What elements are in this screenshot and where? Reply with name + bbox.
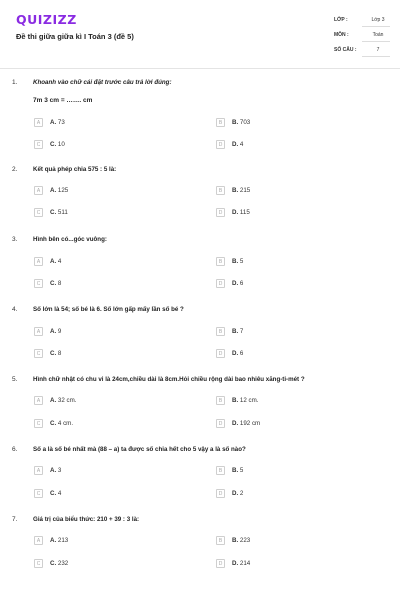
option-c-box[interactable]: C [34,208,43,217]
option-text: 7 [239,328,244,335]
option-a [50,119,65,126]
option-c [50,141,65,148]
option-c-box[interactable]: C [34,349,43,358]
option-b [232,119,250,126]
option-a-box[interactable]: A [34,186,43,195]
option-letter: B. [232,119,239,126]
option-d [232,280,243,287]
option-b [232,187,250,194]
question-text: Hình bên có...góc vuông: [33,236,107,243]
question-number: 5. [12,376,18,383]
option-b-box[interactable]: B [216,118,225,127]
option-text: 215 [239,187,251,194]
option-d [232,560,250,567]
option-b [232,537,250,544]
option-c [50,209,68,216]
option-text: 5 [239,467,244,474]
option-text: 125 [57,187,69,194]
question-subtext: 7m 3 cm = ……. cm [33,97,93,104]
option-letter: D. [232,280,239,287]
option-a-box[interactable]: A [34,118,43,127]
option-b [232,397,259,404]
class-value: Lớp 3 [371,17,385,23]
question-number: 4. [12,306,18,313]
option-d-box[interactable]: D [216,419,225,428]
question-text: Kết quả phép chia 575 : 5 là: [33,166,117,173]
question-text: Số lớn là 54; số bé là 6. Số lớn gấp mấy lần số bé ? [33,306,184,313]
question-count-value: 7 [376,47,380,53]
option-d [232,209,250,216]
option-a-box[interactable]: A [34,396,43,405]
question-number: 6. [12,446,18,453]
option-d [232,490,243,497]
option-text: 4 cm. [57,420,74,427]
option-text: 4 [239,141,244,148]
option-b-box[interactable]: B [216,396,225,405]
option-c-box[interactable]: C [34,489,43,498]
option-letter: B. [232,467,239,474]
option-c [50,490,61,497]
option-letter: C. [50,350,57,357]
option-letter: D. [232,560,239,567]
option-c [50,420,73,427]
option-letter: C. [50,280,57,287]
option-text: 9 [57,328,62,335]
option-letter: A. [50,328,57,335]
option-letter: A. [50,537,57,544]
option-letter: A. [50,397,57,404]
option-c-box[interactable]: C [34,140,43,149]
option-letter: D. [232,350,239,357]
question-number: 7. [12,516,18,523]
option-b-box[interactable]: B [216,466,225,475]
option-letter: A. [50,187,57,194]
subject-label: MÔN : [334,32,349,38]
option-text: 223 [239,537,251,544]
option-text: 2 [239,490,244,497]
option-letter: C. [50,209,57,216]
option-d-box[interactable]: D [216,208,225,217]
header-divider [0,68,400,69]
question-text: Số a là số bé nhất mà (88 – a) ta được số chia hết cho 5 vậy a là số nào? [33,446,246,453]
subject-value: Toán [372,32,384,38]
option-a [50,537,68,544]
option-text: 10 [57,141,65,148]
option-c [50,560,68,567]
question-count-underline [362,56,390,57]
option-letter: A. [50,119,57,126]
class-underline [362,26,390,27]
option-b [232,328,243,335]
option-d-box[interactable]: D [216,140,225,149]
option-letter: A. [50,258,57,265]
option-text: 232 [57,560,69,567]
option-letter: B. [232,537,239,544]
option-text: 6 [239,280,244,287]
option-text: 115 [239,209,250,216]
option-text: 32 cm. [57,397,77,404]
option-text: 703 [239,119,251,126]
option-text: 73 [57,119,65,126]
option-b-box[interactable]: B [216,257,225,266]
option-b-box[interactable]: B [216,327,225,336]
option-b [232,467,243,474]
worksheet-title: Đề thi giữa giữa kì I Toán 3 (đề 5) [16,32,134,41]
option-letter: D. [232,490,239,497]
option-c-box[interactable]: C [34,279,43,288]
option-letter: C. [50,420,57,427]
option-text: 6 [239,350,244,357]
option-text: 4 [57,490,62,497]
option-letter: A. [50,467,57,474]
option-text: 4 [57,258,62,265]
option-d [232,141,243,148]
option-text: 213 [57,537,69,544]
question-count-label: SỐ CÂU : [334,47,357,53]
option-a [50,258,61,265]
option-c [50,350,61,357]
option-letter: C. [50,560,57,567]
question-text: Hình chữ nhật có chu vi là 24cm,chiều dài là 8cm.Hỏi chiều rộng dài bao nhiêu xăng-ti-mét ? [33,376,305,383]
option-c-box[interactable]: C [34,559,43,568]
question-number: 2. [12,166,18,173]
option-letter: D. [232,141,239,148]
option-text: 511 [57,209,68,216]
quizizz-logo: QUIZIZZ [16,12,77,27]
question-number: 1. [12,79,18,86]
option-text: 8 [57,280,62,287]
option-a-box[interactable]: A [34,257,43,266]
option-letter: D. [232,209,239,216]
subject-underline [362,41,390,42]
option-a [50,328,61,335]
question-text: Giá trị của biểu thức: 210 + 39 : 3 là: [33,516,140,523]
question-text: Khoanh vào chữ cái đặt trước câu trả lời đúng: [33,79,172,86]
option-text: 12 cm. [239,397,259,404]
option-d-box[interactable]: D [216,559,225,568]
option-c [50,280,61,287]
option-a [50,187,68,194]
option-b [232,258,243,265]
class-label: LỚP : [334,17,348,23]
option-text: 214 [239,560,251,567]
option-letter: C. [50,490,57,497]
option-text: 3 [57,467,62,474]
option-a-box[interactable]: A [34,327,43,336]
option-a-box[interactable]: A [34,536,43,545]
option-letter: C. [50,141,57,148]
option-letter: B. [232,328,239,335]
option-b-box[interactable]: B [216,536,225,545]
option-d [232,350,243,357]
question-number: 3. [12,236,18,243]
option-d-box[interactable]: D [216,489,225,498]
option-b-box[interactable]: B [216,186,225,195]
option-a-box[interactable]: A [34,466,43,475]
option-letter: B. [232,397,239,404]
option-letter: D. [232,420,239,427]
option-text: 192 cm [239,420,261,427]
option-c-box[interactable]: C [34,419,43,428]
option-d [232,420,260,427]
option-text: 8 [57,350,62,357]
option-d-box[interactable]: D [216,349,225,358]
option-d-box[interactable]: D [216,279,225,288]
option-text: 5 [239,258,244,265]
option-letter: B. [232,258,239,265]
option-letter: B. [232,187,239,194]
option-a [50,397,77,404]
option-a [50,467,61,474]
